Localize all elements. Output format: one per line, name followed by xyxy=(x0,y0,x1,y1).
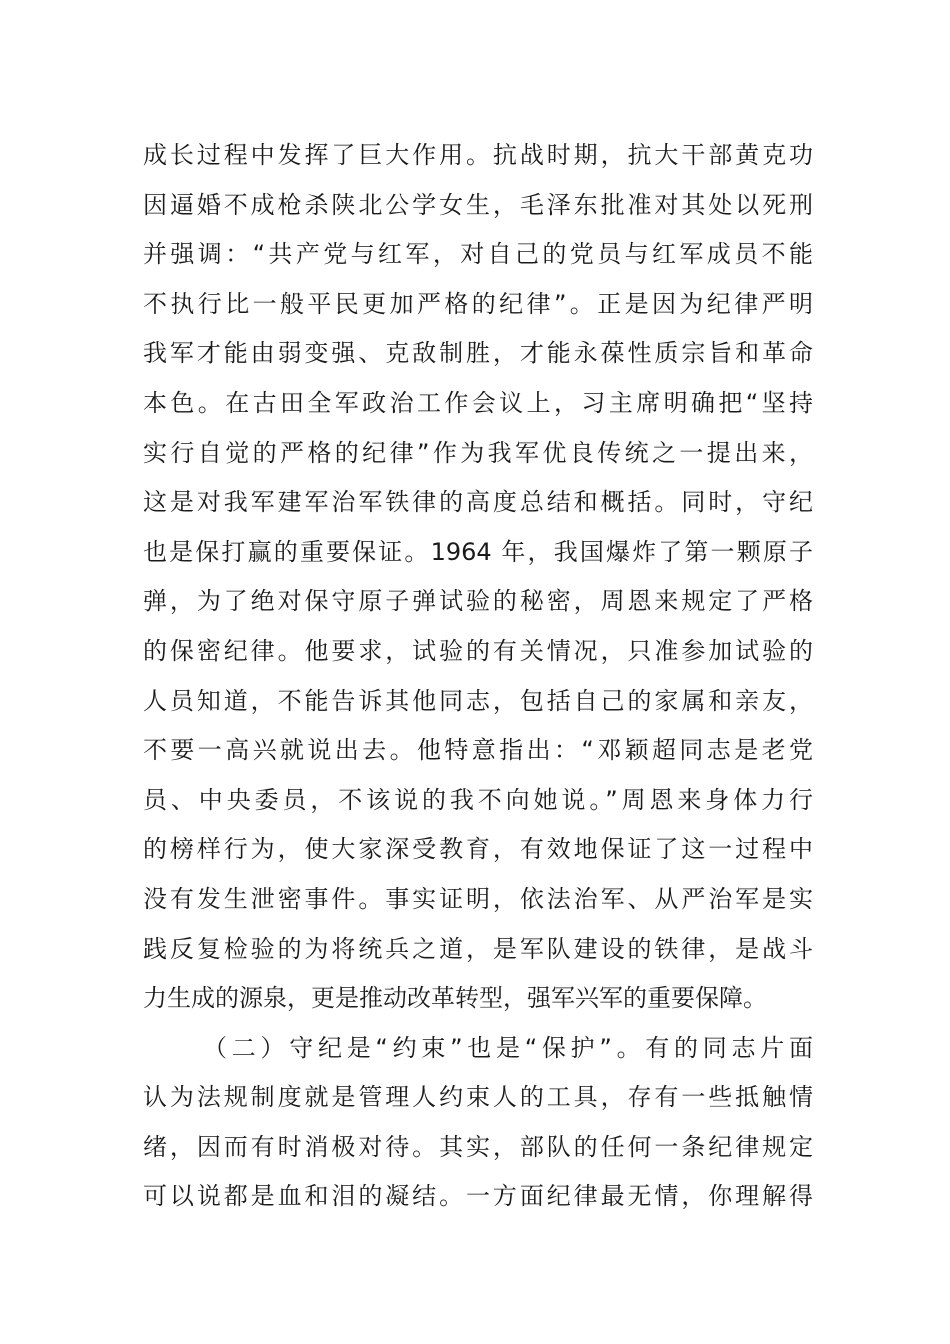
text-line: 实行自觉的严格的纪律”作为我军优良传统之一提出来， xyxy=(143,438,813,467)
text-line: 的保密纪律。他要求，试验的有关情况，只准参加试验的 xyxy=(143,636,813,665)
text-line: 也是保打赢的重要保证。1964 年，我国爆炸了第一颗原子 xyxy=(143,537,813,566)
text-line: 我军才能由弱变强、克敌制胜，才能永葆性质宗旨和革命 xyxy=(143,339,813,368)
text-line: 成长过程中发挥了巨大作用。抗战时期，抗大干部黄克功 xyxy=(143,141,813,169)
text-line: 人员知道，不能告诉其他同志，包括自己的家属和亲友， xyxy=(143,686,813,715)
text-line: 员、中央委员，不该说的我不向她说。”周恩来身体力行 xyxy=(143,785,813,814)
text-line: 认为法规制度就是管理人约束人的工具，存有一些抵触情 xyxy=(143,1083,813,1112)
text-line: 不要一高兴就说出去。他特意指出：“邓颖超同志是老党 xyxy=(143,736,813,765)
text-line: 践反复检验的为将统兵之道，是军队建设的铁律，是战斗 xyxy=(143,934,813,963)
text-line: 可以说都是血和泪的凝结。一方面纪律最无情，你理解得 xyxy=(143,1182,813,1211)
text-line: 并强调：“共产党与红军，对自己的党员与红军成员不能 xyxy=(143,240,813,269)
section-heading-line: （二）守纪是“约束”也是“保护”。有的同志片面 xyxy=(203,1033,813,1062)
text-line: 本色。在古田全军政治工作会议上，习主席明确把“坚持 xyxy=(143,388,813,417)
text-line: 绪，因而有时消极对待。其实，部队的任何一条纪律规定 xyxy=(143,1132,813,1161)
text-line: 因逼婚不成枪杀陕北公学女生，毛泽东批准对其处以死刑 xyxy=(143,190,813,219)
text-line: 不执行比一般平民更加严格的纪律”。正是因为纪律严明 xyxy=(143,289,813,318)
text-line: 的榜样行为，使大家深受教育，有效地保证了这一过程中 xyxy=(143,835,813,864)
text-line: 力生成的源泉，更是推动改革转型，强军兴军的重要保障。 xyxy=(143,984,767,1013)
body-text xyxy=(143,131,813,1222)
text-line: 没有发生泄密事件。事实证明，依法治军、从严治军是实 xyxy=(143,884,813,913)
text-line: 弹，为了绝对保守原子弹试验的秘密，周恩来规定了严格 xyxy=(143,587,813,616)
text-line: 这是对我军建军治军铁律的高度总结和概括。同时，守纪 xyxy=(143,488,813,517)
